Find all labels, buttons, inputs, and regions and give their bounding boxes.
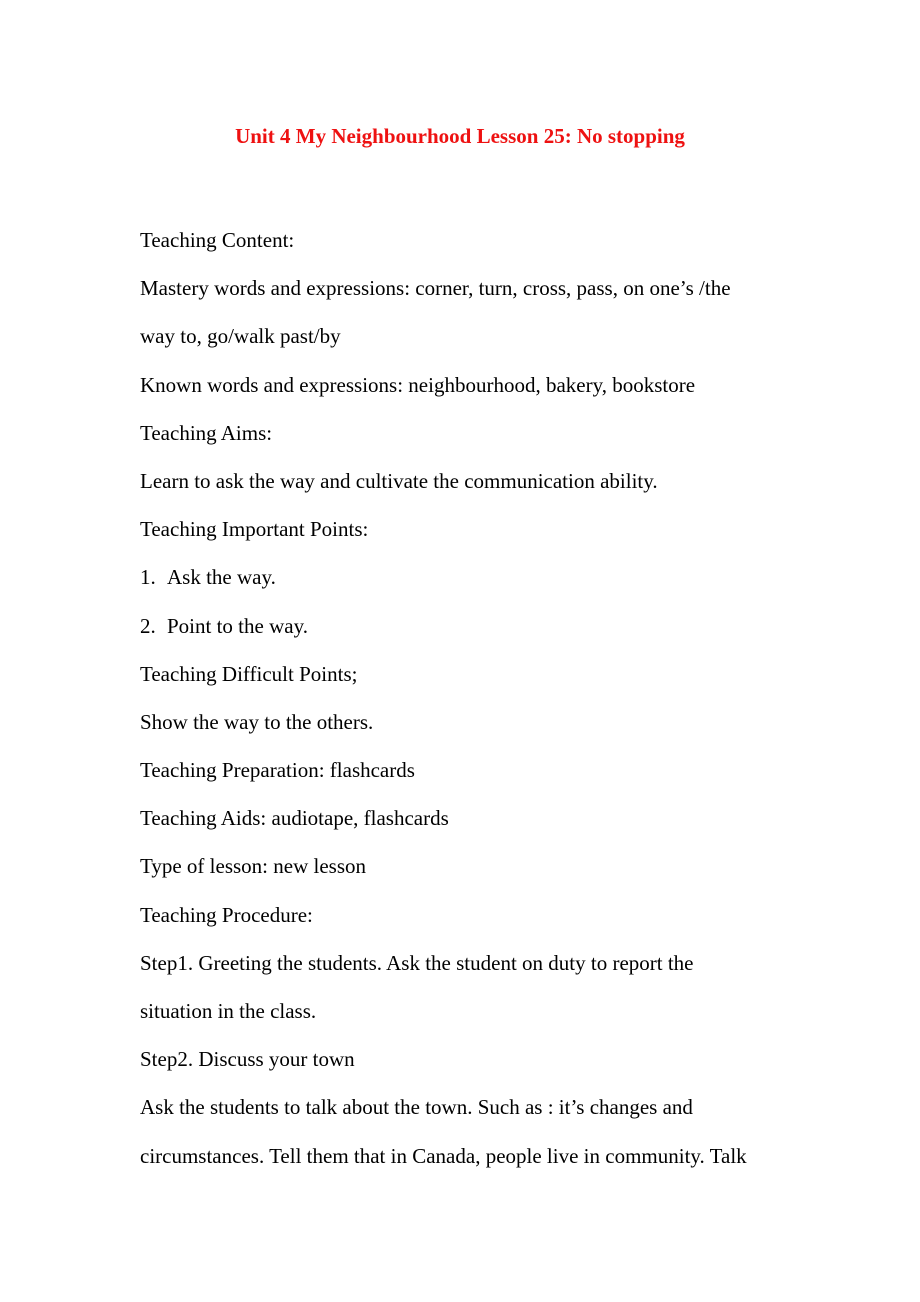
list-number: 1.	[140, 565, 156, 590]
important-points-heading: Teaching Important Points:	[140, 517, 369, 542]
difficult-points-heading: Teaching Difficult Points;	[140, 661, 358, 686]
teaching-aims-heading: Teaching Aims:	[140, 420, 273, 445]
step2-line-1: Ask the students to talk about the town. Such as : it’s changes and	[140, 1095, 693, 1120]
teaching-content-heading: Teaching Content:	[140, 228, 295, 252]
document-body	[140, 216, 800, 1180]
step1-line-1: Step1. Greeting the students. Ask the student on duty to report the	[140, 950, 694, 975]
list-number: 2.	[140, 613, 156, 638]
teaching-aims-text: Learn to ask the way and cultivate the communication ability.	[140, 468, 658, 493]
known-words-line: Known words and expressions: neighbourhood, bakery, bookstore	[140, 372, 696, 397]
teaching-aids-line: Teaching Aids: audiotape, flashcards	[140, 806, 449, 831]
step1-line-2: situation in the class.	[140, 999, 317, 1023]
mastery-words-line-1: Mastery words and expressions: corner, turn, cross, pass, on one’s /the	[140, 276, 731, 301]
list-item-text: Point to the way.	[167, 613, 308, 638]
step2-line-2: circumstances. Tell them that in Canada, people live in community. Talk	[140, 1143, 747, 1168]
mastery-words-line-2: way to, go/walk past/by	[140, 324, 341, 349]
teaching-preparation-line: Teaching Preparation: flashcards	[140, 758, 415, 783]
important-point-1	[140, 553, 800, 601]
difficult-points-text: Show the way to the others.	[140, 709, 374, 734]
lesson-type-line: Type of lesson: new lesson	[140, 854, 366, 879]
document-title: Unit 4 My Neighbourhood Lesson 25: No stopping	[235, 124, 685, 148]
important-point-2	[140, 602, 800, 650]
teaching-procedure-heading: Teaching Procedure:	[140, 902, 313, 927]
list-item-text: Ask the way.	[167, 565, 276, 590]
step2-heading: Step2. Discuss your town	[140, 1047, 355, 1072]
